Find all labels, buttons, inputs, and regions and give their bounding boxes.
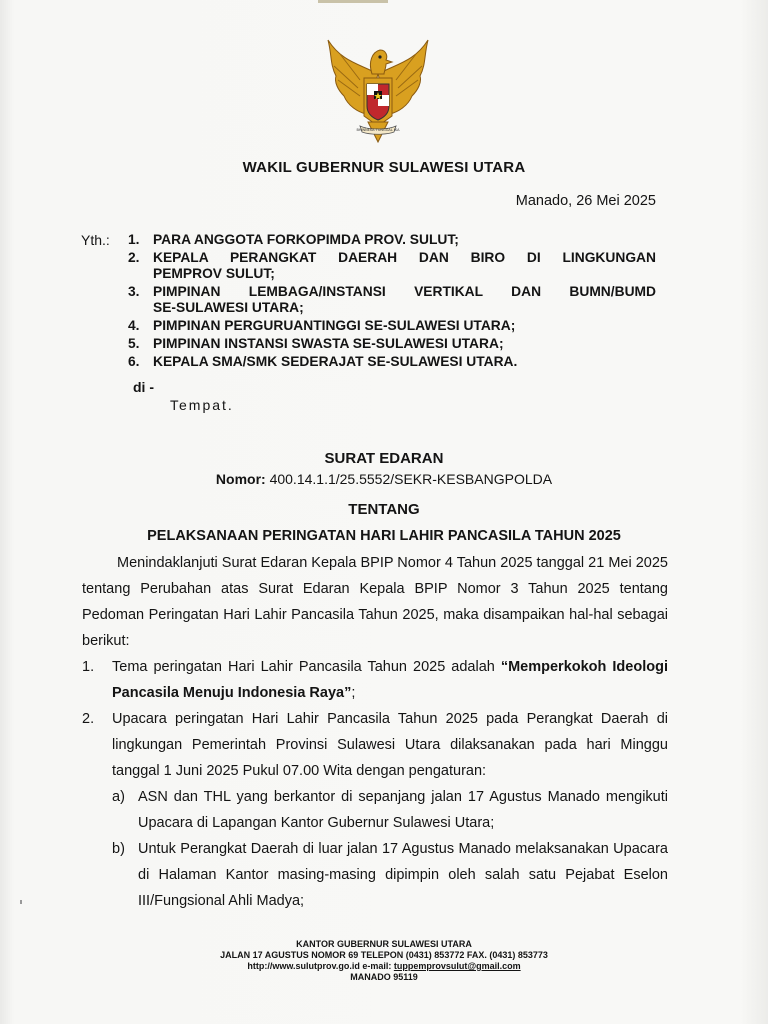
- recipient-item: [128, 250, 656, 266]
- point-text-plain: Tema peringatan Hari Lahir Pancasila Tahun 2025 adalah: [112, 659, 501, 675]
- subject-heading: PELAKSANAAN PERINGATAN HARI LAHIR PANCASILA TAHUN 2025: [147, 528, 621, 544]
- document-number: [0, 471, 768, 487]
- recipient-number: 3.: [128, 284, 140, 299]
- recipient-number: 5.: [128, 336, 140, 351]
- recipient-list: [128, 232, 656, 372]
- issuer-title: WAKIL GUBERNUR SULAWESI UTARA: [242, 159, 526, 176]
- footer-web: http://www.sulutprov.go.id e-mail:: [247, 961, 394, 971]
- recipient-item: [128, 232, 656, 248]
- recipient-number: 4.: [128, 318, 140, 333]
- recipient-item: [128, 354, 656, 370]
- footer-contact: [0, 961, 768, 972]
- point-text: [112, 654, 668, 706]
- recipient-item: [128, 318, 656, 334]
- svg-text:BHINNEKA TUNGGAL IKA: BHINNEKA TUNGGAL IKA: [356, 128, 400, 132]
- recipient-item-continuation: [128, 300, 656, 316]
- footer-city: MANADO 95119: [350, 972, 418, 982]
- recipient-text: KEPALA SMA/SMK SEDERAJAT SE-SULAWESI UTARA.: [153, 354, 518, 369]
- recipient-item: [128, 336, 656, 352]
- recipient-text: PIMPINAN LEMBAGA/INSTANSI VERTIKAL DAN BUMN/BUMD: [153, 284, 656, 299]
- footer-office: KANTOR GUBERNUR SULAWESI UTARA: [296, 939, 472, 949]
- footer-email-link[interactable]: tuppemprovsulut@gmail.com: [393, 961, 521, 971]
- subpoint-text: ASN dan THL yang berkantor di sepanjang jalan 17 Agustus Manado mengikuti Upacara di Lapangan Kantor Gubernur Sulawesi Utara;: [138, 789, 668, 831]
- letter-date: Manado, 26 Mei 2025: [515, 193, 656, 209]
- subpoint-letter: b): [112, 841, 125, 857]
- recipient-text: KEPALA PERANGKAT DAERAH DAN BIRO DI LINGKUNGAN: [153, 250, 656, 265]
- subpoint-letter: a): [112, 789, 125, 805]
- recipient-text: PEMPROV SULUT;: [153, 266, 275, 281]
- point-text: Upacara peringatan Hari Lahir Pancasila Tahun 2025 pada Perangkat Daerah di lingkungan Pemerintah Provinsi Sulawesi Utara dilaksanakan pada hari Minggu tanggal 1 Juni 2025 Pukul 07.00 Wita dengan pengaturan:: [112, 711, 668, 779]
- point-1: [82, 654, 668, 706]
- scan-speck: [20, 900, 22, 904]
- subpoint-b: [112, 836, 668, 914]
- recipient-item: [128, 284, 656, 300]
- letterhead-footer: [0, 939, 768, 983]
- point-2: [82, 706, 668, 784]
- recipient-number: 1.: [128, 232, 140, 247]
- recipient-label: Yth.:: [81, 232, 110, 248]
- recipient-text: SE-SULAWESI UTARA;: [153, 300, 304, 315]
- theme-quote: “Memperkokoh Ideologi Pancasila Menuju Indonesia Raya”: [112, 659, 668, 701]
- recipient-text: PIMPINAN INSTANSI SWASTA SE-SULAWESI UTARA;: [153, 336, 504, 351]
- subpoint-text: Untuk Perangkat Daerah di luar jalan 17 Agustus Manado melaksanakan Upacara di Halaman Kantor masing-masing dipimpin oleh salah satu Pejabat Eselon III/Fungsional Ahli Madya;: [138, 841, 668, 909]
- footer-address: JALAN 17 AGUSTUS NOMOR 69 TELEPON (0431) 853772 FAX. (0431) 853773: [220, 950, 548, 960]
- intro-paragraph: Menindaklanjuti Surat Edaran Kepala BPIP Nomor 4 Tahun 2025 tanggal 21 Mei 2025 tentang Perubahan atas Surat Edaran Kepala BPIP Nomor 3 Tahun 2025 tentang Pedoman Peringatan Hari Lahir Pancasila Tahun 2025, maka disampaikan hal-hal sebagai berikut:: [82, 555, 668, 649]
- recipient-place: Tempat.: [170, 397, 234, 413]
- document-type-title: SURAT EDARAN: [324, 450, 444, 467]
- document-number-value: 400.14.1.1/25.5552/SEKR-KESBANGPOLDA: [269, 471, 553, 487]
- recipient-item-continuation: [128, 266, 656, 282]
- about-heading: TENTANG: [348, 501, 420, 518]
- recipient-text: PIMPINAN PERGURUANTINGGI SE-SULAWESI UTARA;: [153, 318, 516, 333]
- document-number-label: Nomor:: [215, 471, 266, 487]
- garuda-emblem-icon: [320, 34, 436, 150]
- recipient-number: 6.: [128, 354, 140, 369]
- scan-mark: [318, 0, 388, 3]
- recipient-di: di -: [133, 379, 154, 395]
- point-number: 1.: [82, 659, 95, 675]
- recipient-text: PARA ANGGOTA FORKOPIMDA PROV. SULUT;: [153, 232, 459, 247]
- subpoint-a: [112, 784, 668, 836]
- point-number: 2.: [82, 711, 95, 727]
- point-text-end: ;: [351, 685, 356, 701]
- recipient-number: 2.: [128, 250, 140, 265]
